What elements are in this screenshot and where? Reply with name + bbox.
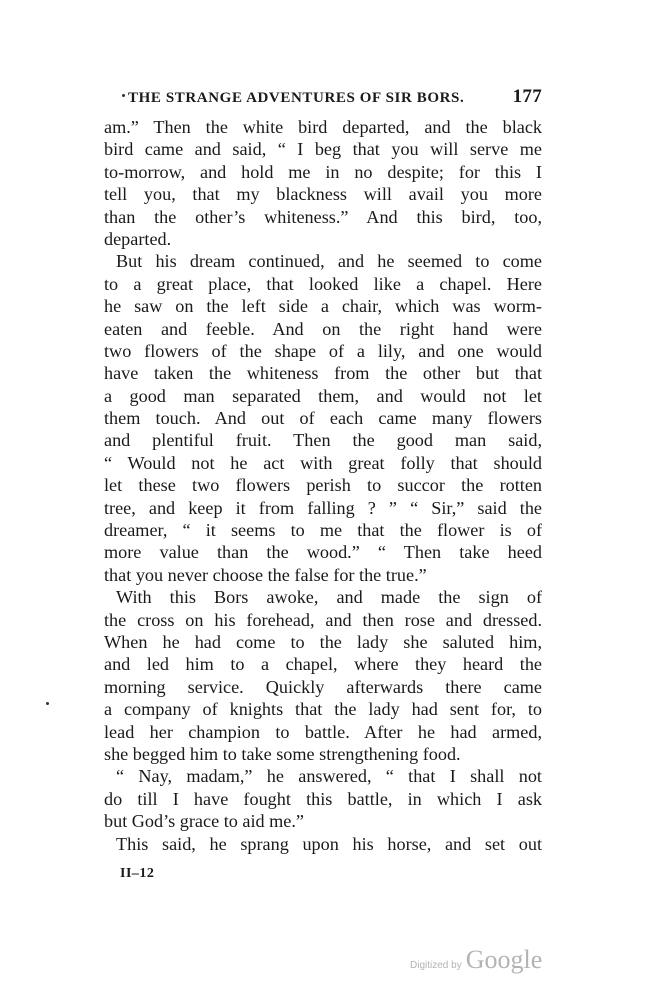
text-line: eaten and feeble. And on the right hand were bbox=[104, 318, 542, 339]
running-head-title: THE STRANGE ADVENTURES OF SIR BORS. bbox=[128, 90, 465, 106]
watermark-prefix: Digitized by bbox=[410, 960, 462, 971]
text-line: But his dream continued, and he seemed to come bbox=[116, 251, 542, 272]
text-line: bird came and said, “ I beg that you will serve me bbox=[104, 139, 542, 160]
text-line: “ Nay, madam,” he answered, “ that I shall not bbox=[116, 766, 542, 787]
text-line: and plentiful fruit. Then the good man said, bbox=[104, 430, 542, 451]
text-line: more value than the wood.” “ Then take heed bbox=[104, 542, 542, 563]
text-line: departed. bbox=[104, 228, 172, 249]
text-line: she begged him to take some strengthening food. bbox=[104, 743, 461, 764]
text-line: am.” Then the white bird departed, and the black bbox=[104, 117, 542, 137]
text-line: to-morrow, and hold me in no despite; for this I bbox=[104, 161, 542, 182]
page-number: 177 bbox=[512, 86, 542, 107]
text-line: This said, he sprang upon his horse, and set out bbox=[116, 833, 542, 854]
stray-mark-dot bbox=[46, 702, 49, 705]
text-line: a good man separated them, and would not let bbox=[104, 385, 542, 406]
text-line: lead her champion to battle. After he had armed, bbox=[104, 721, 542, 742]
google-logo: Google bbox=[465, 945, 543, 974]
text-line: them touch. And out of each came many flowers bbox=[104, 408, 542, 429]
text-line: to a great place, that looked like a chapel. Here bbox=[104, 273, 542, 294]
text-line: “ Would not he act with great folly that should bbox=[104, 452, 542, 473]
text-line: the cross on his forehead, and then rose and dressed. bbox=[104, 609, 542, 630]
text-line: than the other’s whiteness.” And this bird, too, bbox=[104, 206, 542, 227]
text-line: dreamer, “ it seems to me that the flower is of bbox=[104, 520, 542, 541]
digitized-watermark bbox=[410, 945, 542, 975]
text-line: he saw on the left side a chair, which was worm- bbox=[104, 296, 542, 317]
text-line: tell you, that my blackness will avail you more bbox=[104, 184, 542, 205]
text-line: do till I have fought this battle, in which I ask bbox=[104, 788, 542, 809]
text-line: a company of knights that the lady had sent for, to bbox=[104, 699, 542, 720]
text-line: tree, and keep it from falling ? ” “ Sir,” said the bbox=[104, 497, 542, 518]
signature-mark: II–12 bbox=[120, 866, 155, 881]
text-line: but God’s grace to aid me.” bbox=[104, 811, 304, 832]
text-line: When he had come to the lady she saluted him, bbox=[104, 631, 542, 652]
text-line: have taken the whiteness from the other but that bbox=[104, 363, 542, 384]
stray-mark-dot bbox=[122, 94, 125, 97]
text-line: With this Bors awoke, and made the sign of bbox=[116, 587, 542, 608]
text-line: two flowers of the shape of a lily, and one would bbox=[104, 340, 542, 361]
text-line: that you never choose the false for the true.” bbox=[104, 564, 427, 585]
running-head bbox=[128, 86, 542, 108]
text-line: and led him to a chapel, where they heard the bbox=[104, 654, 542, 675]
text-line: let these two flowers perish to succor the rotten bbox=[104, 475, 542, 496]
text-line: morning service. Quickly afterwards there came bbox=[104, 676, 542, 697]
body-text bbox=[104, 116, 542, 855]
